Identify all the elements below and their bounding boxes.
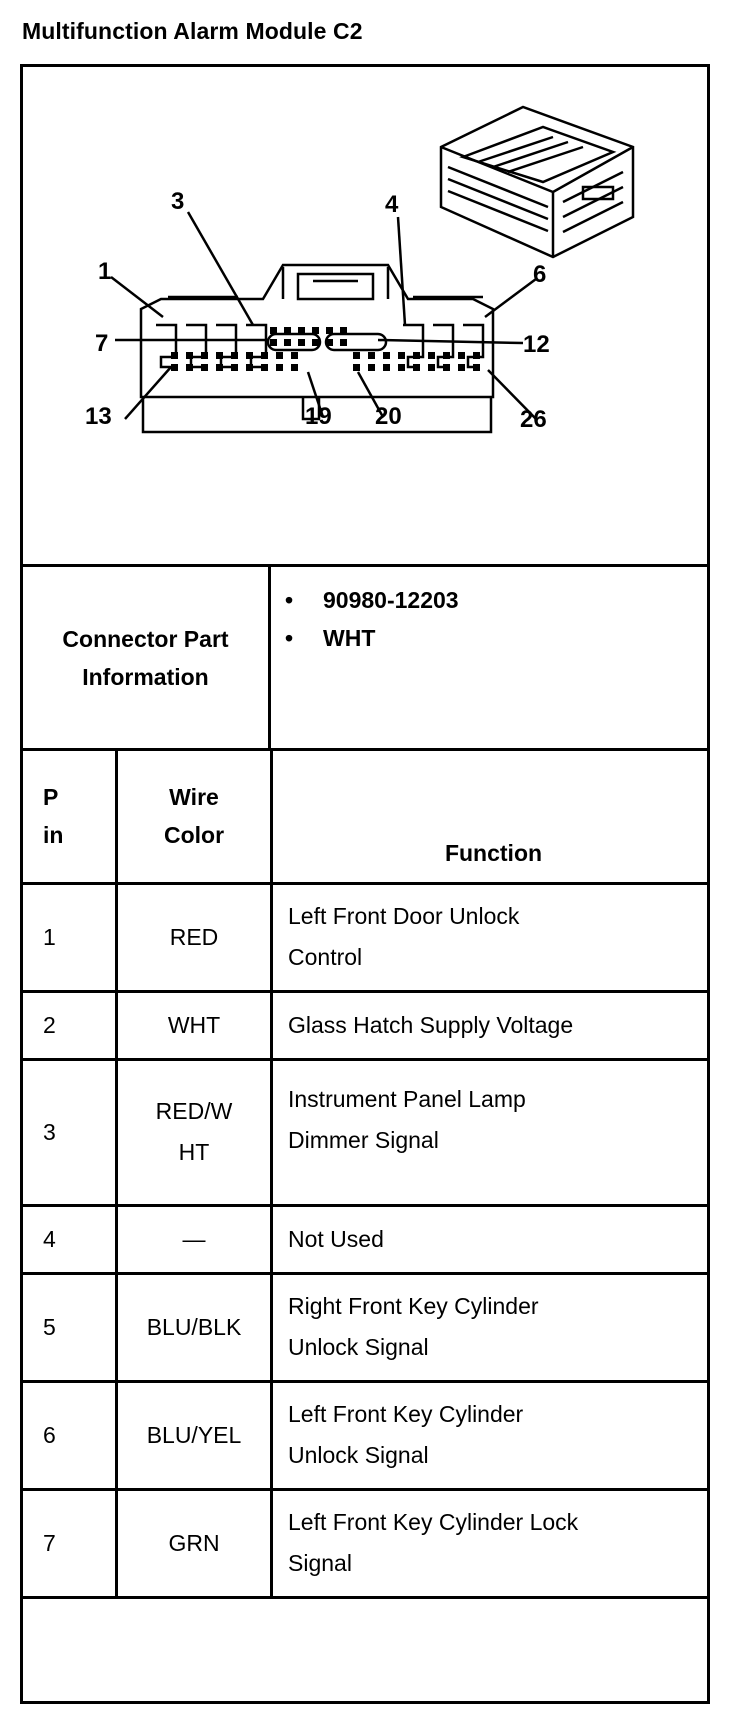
table-row [23, 1205, 707, 1273]
function-cell: Left Front Key Cylinder Lock Signal [272, 1489, 708, 1597]
wire-color-cell: RED [117, 883, 272, 991]
pin-label-26: 26 [520, 406, 547, 433]
function-cell: Glass Hatch Supply Voltage [272, 991, 708, 1059]
table-header-row [23, 751, 707, 883]
small-terminals [171, 327, 480, 371]
pin-table [23, 751, 707, 1599]
connector-diagram [23, 67, 707, 567]
header-wire-color: Wire Color [117, 751, 272, 883]
connector-part-list [285, 581, 459, 657]
function-cell: Instrument Panel Lamp Dimmer Signal [272, 1059, 708, 1205]
pin-leader-lines [111, 212, 536, 419]
function-cell: Left Front Key Cylinder Unlock Signal [272, 1381, 708, 1489]
pin-label-4: 4 [385, 191, 399, 218]
table-row [23, 883, 707, 991]
large-terminals [156, 325, 483, 367]
pin-label-20: 20 [375, 403, 402, 430]
connector-part-label-line2: Information [82, 663, 209, 690]
pin-label-6: 6 [533, 261, 547, 288]
wire-color-cell: — [117, 1205, 272, 1273]
pin-label-3: 3 [171, 188, 185, 215]
header-function: Function [272, 751, 708, 883]
connector-part-label-line1: Connector Part [62, 625, 229, 652]
pin-cell: 6 [23, 1381, 117, 1489]
pin-cell: 4 [23, 1205, 117, 1273]
pin-cell: 7 [23, 1489, 117, 1597]
table-row [23, 1381, 707, 1489]
pin-label-12: 12 [523, 331, 550, 358]
pin-cell: 5 [23, 1273, 117, 1381]
wire-color-cell: GRN [117, 1489, 272, 1597]
connector-part-info [23, 567, 707, 751]
function-cell: Left Front Door Unlock Control [272, 883, 708, 991]
page-title: Multifunction Alarm Module C2 [22, 18, 363, 44]
function-cell: Not Used [272, 1205, 708, 1273]
connector-frame [20, 64, 710, 1704]
table-row [23, 1489, 707, 1597]
table-row [23, 991, 707, 1059]
pin-cell: 1 [23, 883, 117, 991]
connector-face-drawing [23, 67, 707, 564]
pin-label-1: 1 [98, 258, 112, 285]
function-cell: Right Front Key Cylinder Unlock Signal [272, 1273, 708, 1381]
wire-color-cell: WHT [117, 991, 272, 1059]
wire-color-cell: BLU/YEL [117, 1381, 272, 1489]
pin-label-7: 7 [95, 330, 109, 357]
pin-label-19: 19 [305, 403, 332, 430]
pin-cell: 2 [23, 991, 117, 1059]
connector-part-label [23, 567, 271, 748]
pin-label-13: 13 [85, 403, 112, 430]
header-pin: P in [23, 751, 117, 883]
part-number-item: • 90980-12203 [285, 587, 459, 613]
table-row [23, 1059, 707, 1205]
part-color-item: • WHT [285, 625, 376, 651]
table-row [23, 1273, 707, 1381]
wire-color-cell: RED/W HT [117, 1059, 272, 1205]
wire-color-cell: BLU/BLK [117, 1273, 272, 1381]
connector-3d-illustration [441, 107, 633, 257]
pin-cell: 3 [23, 1059, 117, 1205]
